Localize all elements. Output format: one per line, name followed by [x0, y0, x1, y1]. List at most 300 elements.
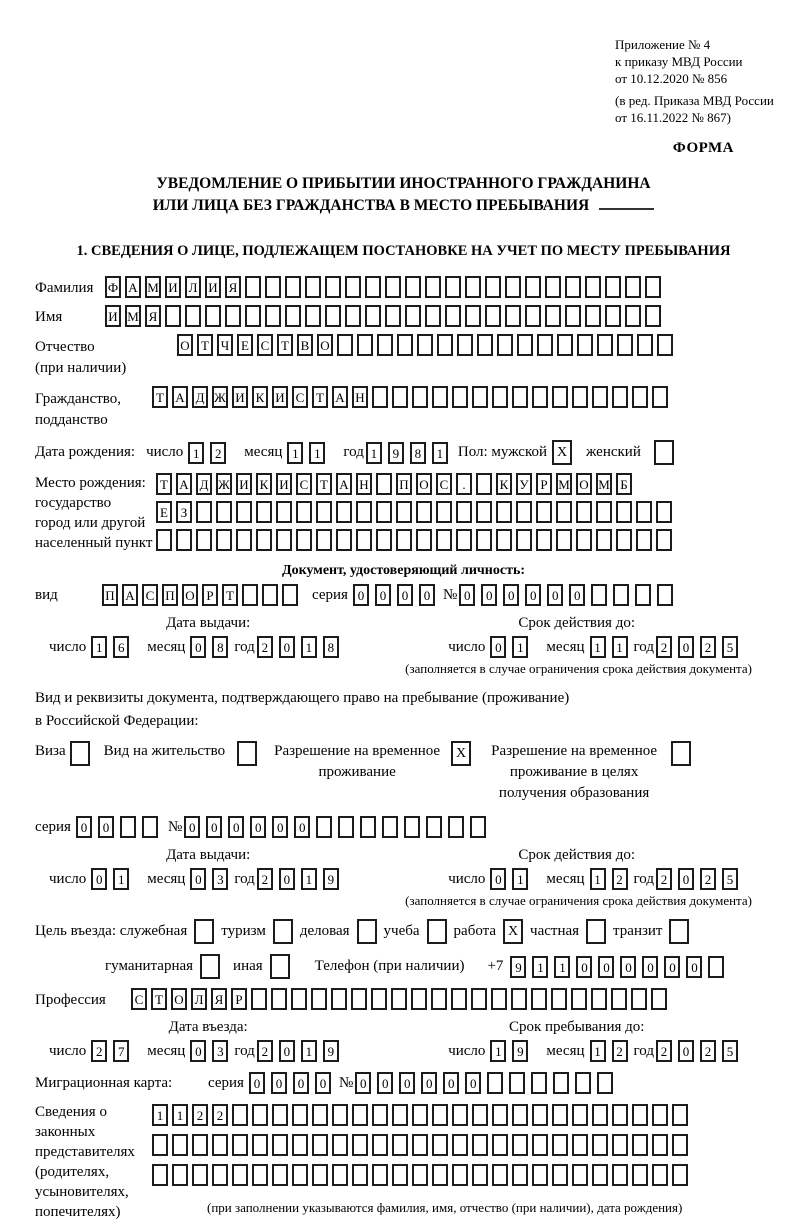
char-cell[interactable]: 0 [91, 868, 107, 890]
char-cell[interactable] [556, 529, 572, 551]
char-cell[interactable] [592, 1164, 608, 1186]
char-cell[interactable]: 9 [323, 1040, 339, 1062]
char-cell[interactable]: 0 [421, 1072, 437, 1094]
char-cell[interactable] [371, 988, 387, 1010]
char-cell[interactable] [338, 816, 354, 838]
char-cell[interactable] [672, 1164, 688, 1186]
char-cell[interactable]: 0 [399, 1072, 415, 1094]
char-cell[interactable] [505, 305, 521, 327]
char-cell[interactable] [631, 988, 647, 1010]
char-cell[interactable] [316, 816, 332, 838]
char-cell[interactable] [651, 988, 667, 1010]
char-cell[interactable]: М [125, 305, 141, 327]
char-cell[interactable] [612, 1104, 628, 1126]
char-cell[interactable] [385, 305, 401, 327]
char-cell[interactable] [292, 1104, 308, 1126]
purpose-official-checkbox[interactable] [194, 919, 214, 944]
char-cell[interactable] [487, 1072, 503, 1094]
char-cell[interactable] [272, 1104, 288, 1126]
char-cell[interactable] [532, 1104, 548, 1126]
char-cell[interactable]: С [296, 473, 312, 495]
char-cell[interactable]: 5 [722, 868, 738, 890]
char-cell[interactable]: 0 [490, 636, 506, 658]
char-cell[interactable] [577, 334, 593, 356]
char-cell[interactable]: А [332, 386, 348, 408]
char-cell[interactable] [412, 1164, 428, 1186]
char-cell[interactable]: 2 [700, 636, 716, 658]
char-cell[interactable]: 0 [443, 1072, 459, 1094]
char-cell[interactable]: 0 [228, 816, 244, 838]
char-cell[interactable] [512, 1104, 528, 1126]
char-cell[interactable] [365, 305, 381, 327]
char-cell[interactable]: 1 [152, 1104, 168, 1126]
char-cell[interactable] [242, 584, 258, 606]
char-cell[interactable] [452, 1164, 468, 1186]
char-cell[interactable]: 1 [309, 442, 325, 464]
char-cell[interactable]: 0 [294, 816, 310, 838]
char-cell[interactable]: 8 [212, 636, 228, 658]
char-cell[interactable]: 1 [301, 1040, 317, 1062]
purpose-private-checkbox[interactable] [586, 919, 606, 944]
char-cell[interactable]: . [456, 473, 472, 495]
char-cell[interactable]: 2 [210, 442, 226, 464]
char-cell[interactable]: И [276, 473, 292, 495]
char-cell[interactable]: 2 [656, 1040, 672, 1062]
char-cell[interactable] [325, 305, 341, 327]
char-cell[interactable]: 9 [510, 956, 526, 978]
char-cell[interactable]: Р [202, 584, 218, 606]
char-cell[interactable] [472, 1134, 488, 1156]
char-cell[interactable] [591, 584, 607, 606]
char-cell[interactable]: М [556, 473, 572, 495]
char-cell[interactable]: 7 [113, 1040, 129, 1062]
char-cell[interactable] [256, 501, 272, 523]
char-cell[interactable]: О [576, 473, 592, 495]
char-cell[interactable] [636, 529, 652, 551]
char-cell[interactable] [352, 1164, 368, 1186]
char-cell[interactable]: 0 [272, 816, 288, 838]
purpose-transit-checkbox[interactable] [669, 919, 689, 944]
char-cell[interactable]: 1 [612, 636, 628, 658]
char-cell[interactable]: 2 [700, 868, 716, 890]
char-cell[interactable]: 0 [576, 956, 592, 978]
char-cell[interactable] [565, 305, 581, 327]
char-cell[interactable]: 0 [678, 1040, 694, 1062]
char-cell[interactable] [412, 386, 428, 408]
char-cell[interactable] [572, 386, 588, 408]
char-cell[interactable]: Т [152, 386, 168, 408]
char-cell[interactable]: 5 [722, 1040, 738, 1062]
char-cell[interactable]: 0 [353, 584, 369, 606]
char-cell[interactable]: С [257, 334, 273, 356]
char-cell[interactable] [265, 305, 281, 327]
char-cell[interactable] [525, 305, 541, 327]
char-cell[interactable] [592, 386, 608, 408]
char-cell[interactable] [511, 988, 527, 1010]
char-cell[interactable] [212, 1134, 228, 1156]
char-cell[interactable] [245, 276, 261, 298]
char-cell[interactable] [196, 501, 212, 523]
char-cell[interactable]: 0 [190, 868, 206, 890]
char-cell[interactable]: 0 [249, 1072, 265, 1094]
char-cell[interactable]: Е [237, 334, 253, 356]
char-cell[interactable] [553, 1072, 569, 1094]
char-cell[interactable] [591, 988, 607, 1010]
char-cell[interactable]: Р [231, 988, 247, 1010]
char-cell[interactable]: П [102, 584, 118, 606]
char-cell[interactable]: 1 [490, 1040, 506, 1062]
char-cell[interactable]: С [292, 386, 308, 408]
char-cell[interactable]: Р [536, 473, 552, 495]
char-cell[interactable]: Я [211, 988, 227, 1010]
char-cell[interactable]: 0 [279, 868, 295, 890]
char-cell[interactable] [316, 501, 332, 523]
char-cell[interactable]: С [436, 473, 452, 495]
char-cell[interactable] [232, 1104, 248, 1126]
char-cell[interactable] [572, 1134, 588, 1156]
char-cell[interactable]: О [182, 584, 198, 606]
char-cell[interactable]: Ж [216, 473, 232, 495]
char-cell[interactable] [172, 1134, 188, 1156]
char-cell[interactable] [532, 1164, 548, 1186]
char-cell[interactable]: А [176, 473, 192, 495]
char-cell[interactable] [572, 1164, 588, 1186]
char-cell[interactable]: А [336, 473, 352, 495]
char-cell[interactable] [351, 988, 367, 1010]
char-cell[interactable] [492, 1104, 508, 1126]
char-cell[interactable] [291, 988, 307, 1010]
char-cell[interactable]: 0 [206, 816, 222, 838]
char-cell[interactable] [496, 501, 512, 523]
char-cell[interactable]: Т [222, 584, 238, 606]
char-cell[interactable] [391, 988, 407, 1010]
char-cell[interactable] [632, 1104, 648, 1126]
char-cell[interactable] [576, 529, 592, 551]
char-cell[interactable] [531, 1072, 547, 1094]
char-cell[interactable] [457, 334, 473, 356]
char-cell[interactable] [296, 501, 312, 523]
char-cell[interactable]: 0 [377, 1072, 393, 1094]
char-cell[interactable] [616, 501, 632, 523]
char-cell[interactable] [592, 1104, 608, 1126]
char-cell[interactable] [411, 988, 427, 1010]
char-cell[interactable] [476, 473, 492, 495]
char-cell[interactable] [645, 276, 661, 298]
char-cell[interactable] [465, 305, 481, 327]
char-cell[interactable]: 6 [113, 636, 129, 658]
char-cell[interactable] [392, 1164, 408, 1186]
char-cell[interactable]: 1 [91, 636, 107, 658]
char-cell[interactable]: 1 [366, 442, 382, 464]
char-cell[interactable] [472, 1104, 488, 1126]
purpose-humanitarian-checkbox[interactable] [200, 954, 220, 979]
char-cell[interactable]: 2 [212, 1104, 228, 1126]
char-cell[interactable] [205, 305, 221, 327]
char-cell[interactable]: П [396, 473, 412, 495]
char-cell[interactable] [345, 305, 361, 327]
char-cell[interactable] [492, 1164, 508, 1186]
char-cell[interactable] [605, 305, 621, 327]
char-cell[interactable] [565, 276, 581, 298]
char-cell[interactable] [497, 334, 513, 356]
char-cell[interactable]: 1 [532, 956, 548, 978]
char-cell[interactable] [532, 1134, 548, 1156]
char-cell[interactable] [556, 501, 572, 523]
char-cell[interactable] [352, 1134, 368, 1156]
char-cell[interactable]: 1 [301, 636, 317, 658]
char-cell[interactable]: 3 [212, 868, 228, 890]
char-cell[interactable]: Л [185, 276, 201, 298]
char-cell[interactable] [332, 1104, 348, 1126]
char-cell[interactable] [613, 584, 629, 606]
char-cell[interactable] [465, 276, 481, 298]
char-cell[interactable] [176, 529, 192, 551]
char-cell[interactable]: 0 [686, 956, 702, 978]
char-cell[interactable]: Н [356, 473, 372, 495]
char-cell[interactable] [376, 501, 392, 523]
char-cell[interactable]: З [176, 501, 192, 523]
char-cell[interactable] [437, 334, 453, 356]
purpose-study-checkbox[interactable] [427, 919, 447, 944]
char-cell[interactable]: Т [277, 334, 293, 356]
char-cell[interactable]: 0 [190, 636, 206, 658]
sex-female-checkbox[interactable] [654, 440, 674, 465]
char-cell[interactable]: 0 [397, 584, 413, 606]
char-cell[interactable] [616, 529, 632, 551]
char-cell[interactable]: Т [312, 386, 328, 408]
char-cell[interactable] [657, 334, 673, 356]
char-cell[interactable] [312, 1164, 328, 1186]
char-cell[interactable] [282, 584, 298, 606]
char-cell[interactable]: И [165, 276, 181, 298]
char-cell[interactable]: 1 [590, 636, 606, 658]
char-cell[interactable]: С [142, 584, 158, 606]
char-cell[interactable]: Т [197, 334, 213, 356]
char-cell[interactable] [585, 276, 601, 298]
char-cell[interactable] [575, 1072, 591, 1094]
char-cell[interactable] [252, 1134, 268, 1156]
char-cell[interactable]: 0 [375, 584, 391, 606]
char-cell[interactable]: 3 [212, 1040, 228, 1062]
char-cell[interactable]: 1 [512, 636, 528, 658]
char-cell[interactable]: 1 [590, 1040, 606, 1062]
char-cell[interactable]: 0 [419, 584, 435, 606]
char-cell[interactable] [456, 529, 472, 551]
char-cell[interactable]: А [172, 386, 188, 408]
char-cell[interactable] [412, 1104, 428, 1126]
char-cell[interactable] [476, 529, 492, 551]
char-cell[interactable] [425, 276, 441, 298]
char-cell[interactable]: А [122, 584, 138, 606]
char-cell[interactable] [365, 276, 381, 298]
char-cell[interactable]: О [317, 334, 333, 356]
char-cell[interactable] [377, 334, 393, 356]
char-cell[interactable] [356, 501, 372, 523]
char-cell[interactable] [152, 1134, 168, 1156]
char-cell[interactable]: В [297, 334, 313, 356]
char-cell[interactable] [625, 276, 641, 298]
char-cell[interactable] [416, 529, 432, 551]
char-cell[interactable] [252, 1104, 268, 1126]
char-cell[interactable] [276, 529, 292, 551]
char-cell[interactable]: 0 [465, 1072, 481, 1094]
char-cell[interactable] [271, 988, 287, 1010]
char-cell[interactable] [652, 1104, 668, 1126]
char-cell[interactable]: К [256, 473, 272, 495]
char-cell[interactable]: 0 [293, 1072, 309, 1094]
char-cell[interactable] [312, 1134, 328, 1156]
char-cell[interactable] [372, 386, 388, 408]
char-cell[interactable] [552, 386, 568, 408]
char-cell[interactable] [485, 276, 501, 298]
char-cell[interactable] [305, 276, 321, 298]
char-cell[interactable] [425, 305, 441, 327]
char-cell[interactable] [332, 1164, 348, 1186]
char-cell[interactable] [192, 1134, 208, 1156]
char-cell[interactable] [432, 386, 448, 408]
char-cell[interactable]: 0 [98, 816, 114, 838]
char-cell[interactable]: 0 [547, 584, 563, 606]
char-cell[interactable]: У [516, 473, 532, 495]
char-cell[interactable] [325, 276, 341, 298]
char-cell[interactable]: 0 [620, 956, 636, 978]
char-cell[interactable]: К [252, 386, 268, 408]
char-cell[interactable] [452, 1104, 468, 1126]
char-cell[interactable]: 0 [678, 868, 694, 890]
char-cell[interactable] [436, 529, 452, 551]
char-cell[interactable]: М [596, 473, 612, 495]
char-cell[interactable] [451, 988, 467, 1010]
char-cell[interactable] [545, 305, 561, 327]
char-cell[interactable] [471, 988, 487, 1010]
char-cell[interactable] [472, 1164, 488, 1186]
char-cell[interactable]: О [177, 334, 193, 356]
char-cell[interactable] [445, 276, 461, 298]
char-cell[interactable]: Д [196, 473, 212, 495]
char-cell[interactable] [632, 386, 648, 408]
char-cell[interactable] [276, 501, 292, 523]
purpose-business-checkbox[interactable] [357, 919, 377, 944]
char-cell[interactable] [605, 276, 621, 298]
char-cell[interactable]: 0 [598, 956, 614, 978]
char-cell[interactable] [452, 386, 468, 408]
char-cell[interactable]: 0 [271, 1072, 287, 1094]
char-cell[interactable]: С [131, 988, 147, 1010]
char-cell[interactable] [576, 501, 592, 523]
char-cell[interactable]: 0 [481, 584, 497, 606]
char-cell[interactable]: 2 [656, 636, 672, 658]
char-cell[interactable] [272, 1134, 288, 1156]
char-cell[interactable] [477, 334, 493, 356]
char-cell[interactable]: И [105, 305, 121, 327]
char-cell[interactable] [216, 529, 232, 551]
char-cell[interactable] [212, 1164, 228, 1186]
char-cell[interactable] [357, 334, 373, 356]
char-cell[interactable] [557, 334, 573, 356]
char-cell[interactable]: 0 [490, 868, 506, 890]
char-cell[interactable]: Н [352, 386, 368, 408]
char-cell[interactable] [512, 1134, 528, 1156]
char-cell[interactable] [472, 386, 488, 408]
char-cell[interactable] [225, 305, 241, 327]
char-cell[interactable] [372, 1164, 388, 1186]
char-cell[interactable] [596, 529, 612, 551]
char-cell[interactable] [436, 501, 452, 523]
char-cell[interactable]: 2 [612, 868, 628, 890]
char-cell[interactable]: 2 [192, 1104, 208, 1126]
char-cell[interactable] [236, 501, 252, 523]
char-cell[interactable]: 0 [459, 584, 475, 606]
char-cell[interactable]: 0 [76, 816, 92, 838]
char-cell[interactable] [296, 529, 312, 551]
char-cell[interactable]: 9 [388, 442, 404, 464]
char-cell[interactable]: И [236, 473, 252, 495]
char-cell[interactable] [432, 1104, 448, 1126]
char-cell[interactable] [635, 584, 651, 606]
char-cell[interactable] [545, 276, 561, 298]
char-cell[interactable] [337, 334, 353, 356]
char-cell[interactable] [492, 1134, 508, 1156]
char-cell[interactable] [536, 529, 552, 551]
char-cell[interactable] [305, 305, 321, 327]
char-cell[interactable] [525, 276, 541, 298]
char-cell[interactable] [232, 1164, 248, 1186]
char-cell[interactable] [332, 1134, 348, 1156]
char-cell[interactable] [571, 988, 587, 1010]
char-cell[interactable] [396, 501, 412, 523]
char-cell[interactable] [672, 1134, 688, 1156]
char-cell[interactable]: О [416, 473, 432, 495]
residence-permit-checkbox[interactable] [237, 741, 257, 766]
char-cell[interactable] [532, 386, 548, 408]
char-cell[interactable] [405, 276, 421, 298]
char-cell[interactable] [516, 529, 532, 551]
char-cell[interactable] [636, 501, 652, 523]
char-cell[interactable] [612, 386, 628, 408]
char-cell[interactable]: 1 [590, 868, 606, 890]
char-cell[interactable]: А [125, 276, 141, 298]
char-cell[interactable] [708, 956, 724, 978]
char-cell[interactable]: И [205, 276, 221, 298]
char-cell[interactable]: 1 [172, 1104, 188, 1126]
char-cell[interactable] [531, 988, 547, 1010]
char-cell[interactable] [416, 501, 432, 523]
char-cell[interactable] [597, 334, 613, 356]
char-cell[interactable]: 2 [612, 1040, 628, 1062]
char-cell[interactable] [432, 1134, 448, 1156]
char-cell[interactable] [612, 1164, 628, 1186]
char-cell[interactable]: Я [225, 276, 241, 298]
visa-checkbox[interactable] [70, 741, 90, 766]
char-cell[interactable]: Т [316, 473, 332, 495]
char-cell[interactable] [316, 529, 332, 551]
char-cell[interactable] [517, 334, 533, 356]
char-cell[interactable]: Б [616, 473, 632, 495]
char-cell[interactable] [552, 1134, 568, 1156]
char-cell[interactable]: 0 [525, 584, 541, 606]
char-cell[interactable]: 2 [656, 868, 672, 890]
char-cell[interactable]: И [232, 386, 248, 408]
char-cell[interactable] [312, 1104, 328, 1126]
char-cell[interactable] [617, 334, 633, 356]
char-cell[interactable] [476, 501, 492, 523]
char-cell[interactable] [445, 305, 461, 327]
char-cell[interactable] [612, 1134, 628, 1156]
char-cell[interactable] [336, 501, 352, 523]
char-cell[interactable]: 2 [257, 868, 273, 890]
purpose-work-checkbox[interactable]: X [503, 919, 523, 944]
char-cell[interactable] [645, 305, 661, 327]
